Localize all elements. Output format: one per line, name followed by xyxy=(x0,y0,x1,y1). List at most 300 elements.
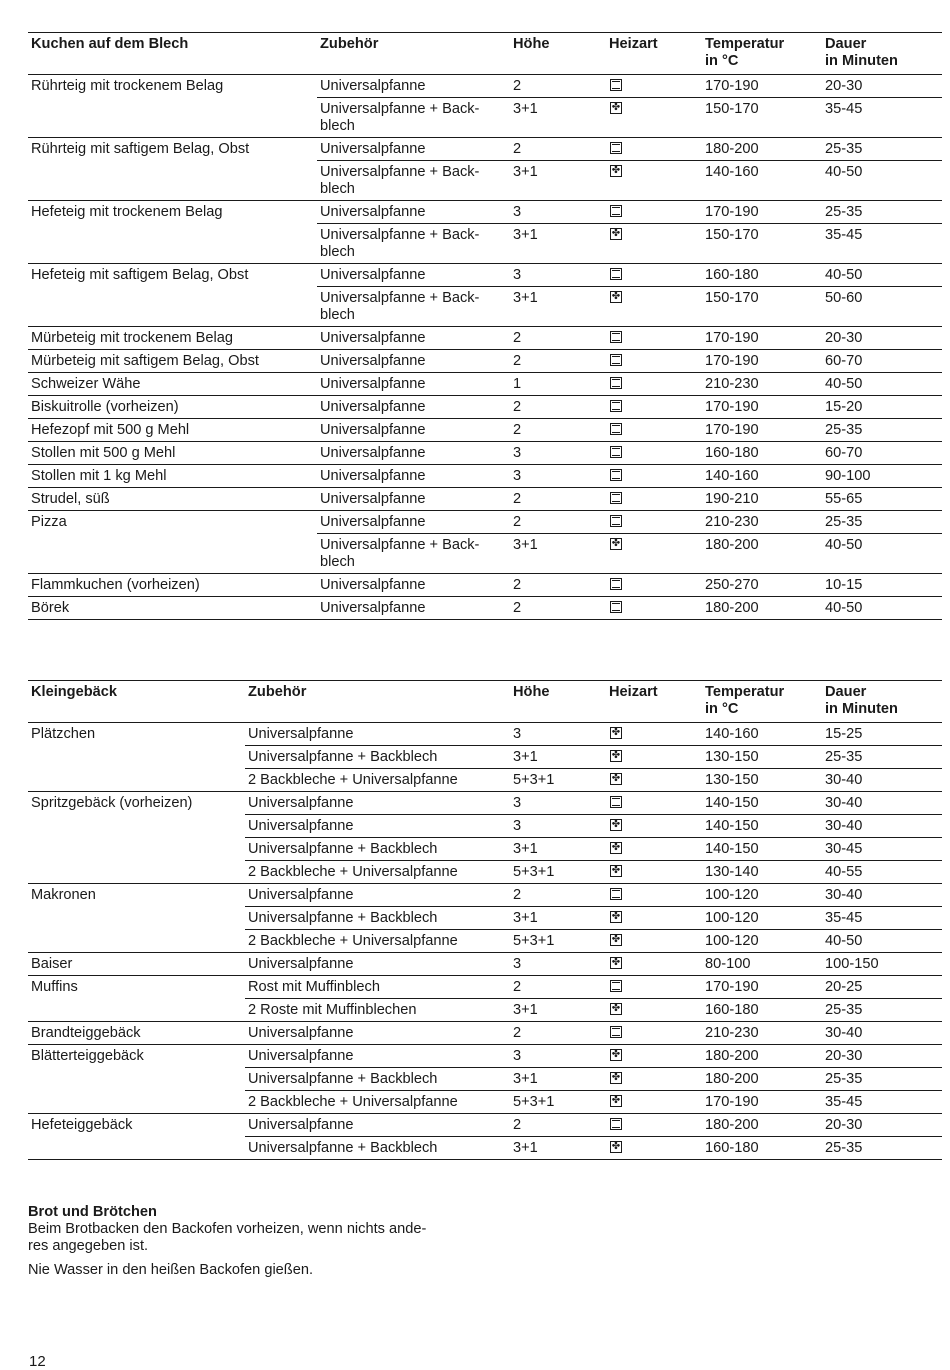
table-row xyxy=(28,574,942,597)
heating-cell xyxy=(606,350,702,373)
heating-cell xyxy=(606,98,702,138)
duration-cell: 40-50 xyxy=(822,264,942,287)
duration-cell: 50-60 xyxy=(822,287,942,327)
level-cell: 2 xyxy=(510,1022,606,1045)
duration-cell: 30-40 xyxy=(822,884,942,907)
fan-heat-icon xyxy=(610,819,622,831)
temperature-cell: 100-120 xyxy=(702,884,822,907)
header-duration: Dauer in Minuten xyxy=(822,33,942,75)
duration-cell: 30-40 xyxy=(822,769,942,792)
accessory-cell: Universalpfanne xyxy=(245,1022,510,1045)
duration-cell: 20-30 xyxy=(822,327,942,350)
table-row xyxy=(28,976,942,999)
heating-cell xyxy=(606,138,702,161)
dish-name: Hefeteiggebäck xyxy=(28,1114,245,1160)
level-cell: 2 xyxy=(510,327,606,350)
temperature-cell: 180-200 xyxy=(702,1045,822,1068)
duration-cell: 25-35 xyxy=(822,201,942,224)
table-row xyxy=(28,1022,942,1045)
fan-heat-icon xyxy=(610,1141,622,1153)
header-dish: Kuchen auf dem Blech xyxy=(28,33,317,75)
heating-cell xyxy=(606,465,702,488)
heating-cell xyxy=(606,1137,702,1160)
level-cell: 3+1 xyxy=(510,534,606,574)
heating-cell xyxy=(606,597,702,620)
accessory-cell: Universalpfanne xyxy=(245,723,510,746)
temperature-cell: 170-190 xyxy=(702,396,822,419)
heating-cell xyxy=(606,907,702,930)
accessory-cell: Universalpfanne xyxy=(317,350,510,373)
table-row xyxy=(28,884,942,907)
accessory-cell: 2 Backbleche + Universalpfanne xyxy=(245,861,510,884)
heating-cell xyxy=(606,224,702,264)
dish-name: Rührteig mit saftigem Belag, Obst xyxy=(28,138,317,201)
duration-cell: 15-25 xyxy=(822,723,942,746)
duration-cell: 30-40 xyxy=(822,1022,942,1045)
duration-cell: 10-15 xyxy=(822,574,942,597)
dish-name: Baiser xyxy=(28,953,245,976)
table-row xyxy=(28,511,942,534)
accessory-cell: 2 Backbleche + Universalpfanne xyxy=(245,769,510,792)
header-temperature: Temperatur in °C xyxy=(702,33,822,75)
temperature-cell: 100-120 xyxy=(702,930,822,953)
top-bottom-heat-icon xyxy=(610,377,622,389)
temperature-cell: 180-200 xyxy=(702,138,822,161)
heating-cell xyxy=(606,373,702,396)
duration-cell: 25-35 xyxy=(822,419,942,442)
fan-heat-icon xyxy=(610,1049,622,1061)
table-row xyxy=(28,1045,942,1068)
heating-cell xyxy=(606,815,702,838)
fan-heat-icon xyxy=(610,1095,622,1107)
table-row xyxy=(28,953,942,976)
section-heading: Brot und Brötchen xyxy=(28,1204,157,1220)
dish-name: Blätterteiggebäck xyxy=(28,1045,245,1114)
heating-cell xyxy=(606,838,702,861)
dish-name: Schweizer Wähe xyxy=(28,373,317,396)
table-header-row xyxy=(28,681,942,723)
level-cell: 3+1 xyxy=(510,1068,606,1091)
section-paragraph: Beim Brotbacken den Backofen vorheizen, wenn nichts ande- res angegeben ist. xyxy=(28,1221,427,1254)
top-bottom-heat-icon xyxy=(610,469,622,481)
duration-cell: 40-50 xyxy=(822,597,942,620)
heating-cell xyxy=(606,534,702,574)
table-row xyxy=(28,396,942,419)
temperature-cell: 130-150 xyxy=(702,769,822,792)
fan-heat-icon xyxy=(610,1072,622,1084)
duration-cell: 40-50 xyxy=(822,930,942,953)
table-row xyxy=(28,373,942,396)
duration-cell: 20-30 xyxy=(822,75,942,98)
dish-name: Hefezopf mit 500 g Mehl xyxy=(28,419,317,442)
temperature-cell: 140-160 xyxy=(702,723,822,746)
temperature-cell: 190-210 xyxy=(702,488,822,511)
accessory-cell: Universalpfanne xyxy=(317,465,510,488)
top-bottom-heat-icon xyxy=(610,1026,622,1038)
top-bottom-heat-icon xyxy=(610,423,622,435)
heating-cell xyxy=(606,1114,702,1137)
temperature-cell: 150-170 xyxy=(702,98,822,138)
accessory-cell: Universalpfanne xyxy=(245,884,510,907)
header-dish: Kleingebäck xyxy=(28,681,245,723)
table-row xyxy=(28,597,942,620)
fan-heat-icon xyxy=(610,773,622,785)
temperature-cell: 170-190 xyxy=(702,1091,822,1114)
heating-cell xyxy=(606,264,702,287)
heating-cell xyxy=(606,1091,702,1114)
accessory-cell: Universalpfanne + Backblech xyxy=(245,907,510,930)
level-cell: 3+1 xyxy=(510,746,606,769)
accessory-cell: Universalpfanne + Backblech xyxy=(245,1137,510,1160)
temperature-cell: 150-170 xyxy=(702,287,822,327)
level-cell: 3+1 xyxy=(510,224,606,264)
duration-cell: 25-35 xyxy=(822,511,942,534)
accessory-cell: Universalpfanne xyxy=(317,327,510,350)
duration-cell: 30-40 xyxy=(822,792,942,815)
duration-cell: 40-50 xyxy=(822,161,942,201)
heating-cell xyxy=(606,327,702,350)
accessory-cell: Universalpfanne xyxy=(317,396,510,419)
level-cell: 3 xyxy=(510,723,606,746)
temperature-cell: 160-180 xyxy=(702,999,822,1022)
accessory-cell: Universalpfanne xyxy=(317,511,510,534)
duration-cell: 25-35 xyxy=(822,1068,942,1091)
duration-cell: 30-45 xyxy=(822,838,942,861)
temperature-cell: 170-190 xyxy=(702,75,822,98)
level-cell: 2 xyxy=(510,1114,606,1137)
accessory-cell: Universalpfanne xyxy=(245,1045,510,1068)
top-bottom-heat-icon xyxy=(610,492,622,504)
duration-cell: 35-45 xyxy=(822,907,942,930)
dish-name: Biskuitrolle (vorheizen) xyxy=(28,396,317,419)
level-cell: 5+3+1 xyxy=(510,930,606,953)
level-cell: 2 xyxy=(510,597,606,620)
temperature-cell: 140-150 xyxy=(702,792,822,815)
level-cell: 2 xyxy=(510,511,606,534)
level-cell: 2 xyxy=(510,75,606,98)
top-bottom-heat-icon xyxy=(610,331,622,343)
level-cell: 5+3+1 xyxy=(510,861,606,884)
heating-cell xyxy=(606,1022,702,1045)
heating-cell xyxy=(606,511,702,534)
dish-name: Börek xyxy=(28,597,317,620)
temperature-cell: 130-140 xyxy=(702,861,822,884)
heating-cell xyxy=(606,723,702,746)
heating-cell xyxy=(606,396,702,419)
temperature-cell: 140-160 xyxy=(702,161,822,201)
header-level: Höhe xyxy=(510,681,606,723)
level-cell: 3 xyxy=(510,815,606,838)
dish-name: Pizza xyxy=(28,511,317,574)
top-bottom-heat-icon xyxy=(610,400,622,412)
temperature-cell: 170-190 xyxy=(702,419,822,442)
page-number: 12 xyxy=(29,1353,46,1370)
table-row xyxy=(28,201,942,224)
heating-cell xyxy=(606,930,702,953)
accessory-cell: Universalpfanne xyxy=(317,264,510,287)
accessory-cell: 2 Roste mit Muffinblechen xyxy=(245,999,510,1022)
accessory-cell: Universalpfanne xyxy=(317,574,510,597)
table-row xyxy=(28,350,942,373)
heating-cell xyxy=(606,769,702,792)
temperature-cell: 170-190 xyxy=(702,350,822,373)
level-cell: 3+1 xyxy=(510,1137,606,1160)
top-bottom-heat-icon xyxy=(610,142,622,154)
temperature-cell: 250-270 xyxy=(702,574,822,597)
fan-heat-icon xyxy=(610,865,622,877)
heating-cell xyxy=(606,976,702,999)
temperature-cell: 180-200 xyxy=(702,534,822,574)
fan-heat-icon xyxy=(610,957,622,969)
header-heating: Heizart xyxy=(606,33,702,75)
table-row xyxy=(28,488,942,511)
temperature-cell: 150-170 xyxy=(702,224,822,264)
heating-cell xyxy=(606,953,702,976)
level-cell: 5+3+1 xyxy=(510,1091,606,1114)
heating-cell xyxy=(606,161,702,201)
temperature-cell: 180-200 xyxy=(702,1068,822,1091)
top-bottom-heat-icon xyxy=(610,205,622,217)
accessory-cell: Universalpfanne xyxy=(317,201,510,224)
heating-cell xyxy=(606,746,702,769)
heating-cell xyxy=(606,287,702,327)
top-bottom-heat-icon xyxy=(610,578,622,590)
temperature-cell: 180-200 xyxy=(702,597,822,620)
accessory-cell: Universalpfanne xyxy=(317,419,510,442)
level-cell: 3 xyxy=(510,1045,606,1068)
header-level: Höhe xyxy=(510,33,606,75)
level-cell: 5+3+1 xyxy=(510,769,606,792)
fan-heat-icon xyxy=(610,165,622,177)
table-row xyxy=(28,327,942,350)
dish-name: Hefeteig mit trockenem Belag xyxy=(28,201,317,264)
heating-cell xyxy=(606,201,702,224)
temperature-cell: 100-120 xyxy=(702,907,822,930)
dish-name: Makronen xyxy=(28,884,245,953)
dish-name: Stollen mit 1 kg Mehl xyxy=(28,465,317,488)
bread-section xyxy=(28,1204,468,1286)
temperature-cell: 140-150 xyxy=(702,815,822,838)
temperature-cell: 80-100 xyxy=(702,953,822,976)
temperature-cell: 210-230 xyxy=(702,1022,822,1045)
accessory-cell: Universalpfanne + Back- blech xyxy=(317,287,510,327)
top-bottom-heat-icon xyxy=(610,446,622,458)
table-row xyxy=(28,723,942,746)
cakes-on-tray-table xyxy=(28,32,942,620)
top-bottom-heat-icon xyxy=(610,1118,622,1130)
duration-cell: 55-65 xyxy=(822,488,942,511)
accessory-cell: 2 Backbleche + Universalpfanne xyxy=(245,930,510,953)
header-duration: Dauer in Minuten xyxy=(822,681,942,723)
dish-name: Strudel, süß xyxy=(28,488,317,511)
accessory-cell: Universalpfanne xyxy=(317,442,510,465)
temperature-cell: 180-200 xyxy=(702,1114,822,1137)
table-row xyxy=(28,792,942,815)
duration-cell: 35-45 xyxy=(822,98,942,138)
temperature-cell: 170-190 xyxy=(702,201,822,224)
temperature-cell: 160-180 xyxy=(702,264,822,287)
top-bottom-heat-icon xyxy=(610,354,622,366)
accessory-cell: Universalpfanne + Back- blech xyxy=(317,224,510,264)
temperature-cell: 210-230 xyxy=(702,511,822,534)
table-header-row xyxy=(28,33,942,75)
fan-heat-icon xyxy=(610,934,622,946)
duration-cell: 20-25 xyxy=(822,976,942,999)
level-cell: 2 xyxy=(510,574,606,597)
fan-heat-icon xyxy=(610,228,622,240)
level-cell: 2 xyxy=(510,350,606,373)
fan-heat-icon xyxy=(610,102,622,114)
duration-cell: 15-20 xyxy=(822,396,942,419)
fan-heat-icon xyxy=(610,1003,622,1015)
fan-heat-icon xyxy=(610,750,622,762)
table-row xyxy=(28,465,942,488)
duration-cell: 20-30 xyxy=(822,1114,942,1137)
fan-heat-icon xyxy=(610,842,622,854)
level-cell: 3 xyxy=(510,442,606,465)
accessory-cell: Universalpfanne xyxy=(245,953,510,976)
accessory-cell: Universalpfanne xyxy=(317,75,510,98)
level-cell: 2 xyxy=(510,138,606,161)
level-cell: 3+1 xyxy=(510,161,606,201)
duration-cell: 20-30 xyxy=(822,1045,942,1068)
level-cell: 3+1 xyxy=(510,98,606,138)
accessory-cell: Universalpfanne xyxy=(245,815,510,838)
duration-cell: 40-50 xyxy=(822,373,942,396)
heating-cell xyxy=(606,1068,702,1091)
top-bottom-heat-icon xyxy=(610,79,622,91)
dish-name: Mürbeteig mit saftigem Belag, Obst xyxy=(28,350,317,373)
duration-cell: 40-50 xyxy=(822,534,942,574)
heating-cell xyxy=(606,442,702,465)
duration-cell: 25-35 xyxy=(822,1137,942,1160)
table-row xyxy=(28,264,942,287)
temperature-cell: 140-160 xyxy=(702,465,822,488)
accessory-cell: Rost mit Muffinblech xyxy=(245,976,510,999)
accessory-cell: Universalpfanne + Back- blech xyxy=(317,161,510,201)
temperature-cell: 170-190 xyxy=(702,327,822,350)
temperature-cell: 170-190 xyxy=(702,976,822,999)
level-cell: 1 xyxy=(510,373,606,396)
table-row xyxy=(28,75,942,98)
accessory-cell: Universalpfanne + Back- blech xyxy=(317,98,510,138)
duration-cell: 35-45 xyxy=(822,224,942,264)
duration-cell: 90-100 xyxy=(822,465,942,488)
section-paragraph: Nie Wasser in den heißen Backofen gießen. xyxy=(28,1262,313,1278)
level-cell: 3+1 xyxy=(510,287,606,327)
top-bottom-heat-icon xyxy=(610,601,622,613)
level-cell: 3+1 xyxy=(510,838,606,861)
dish-name: Plätzchen xyxy=(28,723,245,792)
temperature-cell: 130-150 xyxy=(702,746,822,769)
level-cell: 2 xyxy=(510,396,606,419)
accessory-cell: Universalpfanne xyxy=(317,138,510,161)
accessory-cell: Universalpfanne + Backblech xyxy=(245,746,510,769)
table-row xyxy=(28,1114,942,1137)
dish-name: Spritzgebäck (vorheizen) xyxy=(28,792,245,884)
dish-name: Stollen mit 500 g Mehl xyxy=(28,442,317,465)
accessory-cell: Universalpfanne xyxy=(245,1114,510,1137)
level-cell: 2 xyxy=(510,419,606,442)
dish-name: Muffins xyxy=(28,976,245,1022)
header-accessory: Zubehör xyxy=(245,681,510,723)
temperature-cell: 160-180 xyxy=(702,442,822,465)
fan-heat-icon xyxy=(610,727,622,739)
duration-cell: 35-45 xyxy=(822,1091,942,1114)
dish-name: Mürbeteig mit trockenem Belag xyxy=(28,327,317,350)
header-heating: Heizart xyxy=(606,681,702,723)
top-bottom-heat-icon xyxy=(610,980,622,992)
heating-cell xyxy=(606,1045,702,1068)
level-cell: 3 xyxy=(510,953,606,976)
temperature-cell: 140-150 xyxy=(702,838,822,861)
level-cell: 3+1 xyxy=(510,999,606,1022)
level-cell: 2 xyxy=(510,884,606,907)
header-accessory: Zubehör xyxy=(317,33,510,75)
dish-name: Flammkuchen (vorheizen) xyxy=(28,574,317,597)
duration-cell: 25-35 xyxy=(822,746,942,769)
level-cell: 3+1 xyxy=(510,907,606,930)
table-row xyxy=(28,442,942,465)
small-pastries-table xyxy=(28,680,942,1160)
temperature-cell: 160-180 xyxy=(702,1137,822,1160)
dish-name: Brandteiggebäck xyxy=(28,1022,245,1045)
level-cell: 3 xyxy=(510,201,606,224)
dish-name: Rührteig mit trockenem Belag xyxy=(28,75,317,138)
top-bottom-heat-icon xyxy=(610,515,622,527)
duration-cell: 25-35 xyxy=(822,138,942,161)
heating-cell xyxy=(606,999,702,1022)
heating-cell xyxy=(606,574,702,597)
duration-cell: 100-150 xyxy=(822,953,942,976)
heating-cell xyxy=(606,419,702,442)
heating-cell xyxy=(606,792,702,815)
top-bottom-heat-icon xyxy=(610,796,622,808)
fan-heat-icon xyxy=(610,291,622,303)
accessory-cell: Universalpfanne + Backblech xyxy=(245,838,510,861)
heating-cell xyxy=(606,75,702,98)
level-cell: 3 xyxy=(510,264,606,287)
heating-cell xyxy=(606,488,702,511)
table-row xyxy=(28,419,942,442)
accessory-cell: Universalpfanne xyxy=(317,488,510,511)
top-bottom-heat-icon xyxy=(610,268,622,280)
fan-heat-icon xyxy=(610,538,622,550)
accessory-cell: Universalpfanne xyxy=(245,792,510,815)
accessory-cell: Universalpfanne + Backblech xyxy=(245,1068,510,1091)
level-cell: 3 xyxy=(510,465,606,488)
duration-cell: 40-55 xyxy=(822,861,942,884)
temperature-cell: 210-230 xyxy=(702,373,822,396)
level-cell: 2 xyxy=(510,976,606,999)
dish-name: Hefeteig mit saftigem Belag, Obst xyxy=(28,264,317,327)
fan-heat-icon xyxy=(610,911,622,923)
duration-cell: 60-70 xyxy=(822,442,942,465)
accessory-cell: Universalpfanne + Back- blech xyxy=(317,534,510,574)
accessory-cell: 2 Backbleche + Universalpfanne xyxy=(245,1091,510,1114)
duration-cell: 60-70 xyxy=(822,350,942,373)
table-row xyxy=(28,138,942,161)
header-temperature: Temperatur in °C xyxy=(702,681,822,723)
accessory-cell: Universalpfanne xyxy=(317,597,510,620)
duration-cell: 30-40 xyxy=(822,815,942,838)
level-cell: 3 xyxy=(510,792,606,815)
duration-cell: 25-35 xyxy=(822,999,942,1022)
accessory-cell: Universalpfanne xyxy=(317,373,510,396)
heating-cell xyxy=(606,884,702,907)
top-bottom-heat-icon xyxy=(610,888,622,900)
heating-cell xyxy=(606,861,702,884)
